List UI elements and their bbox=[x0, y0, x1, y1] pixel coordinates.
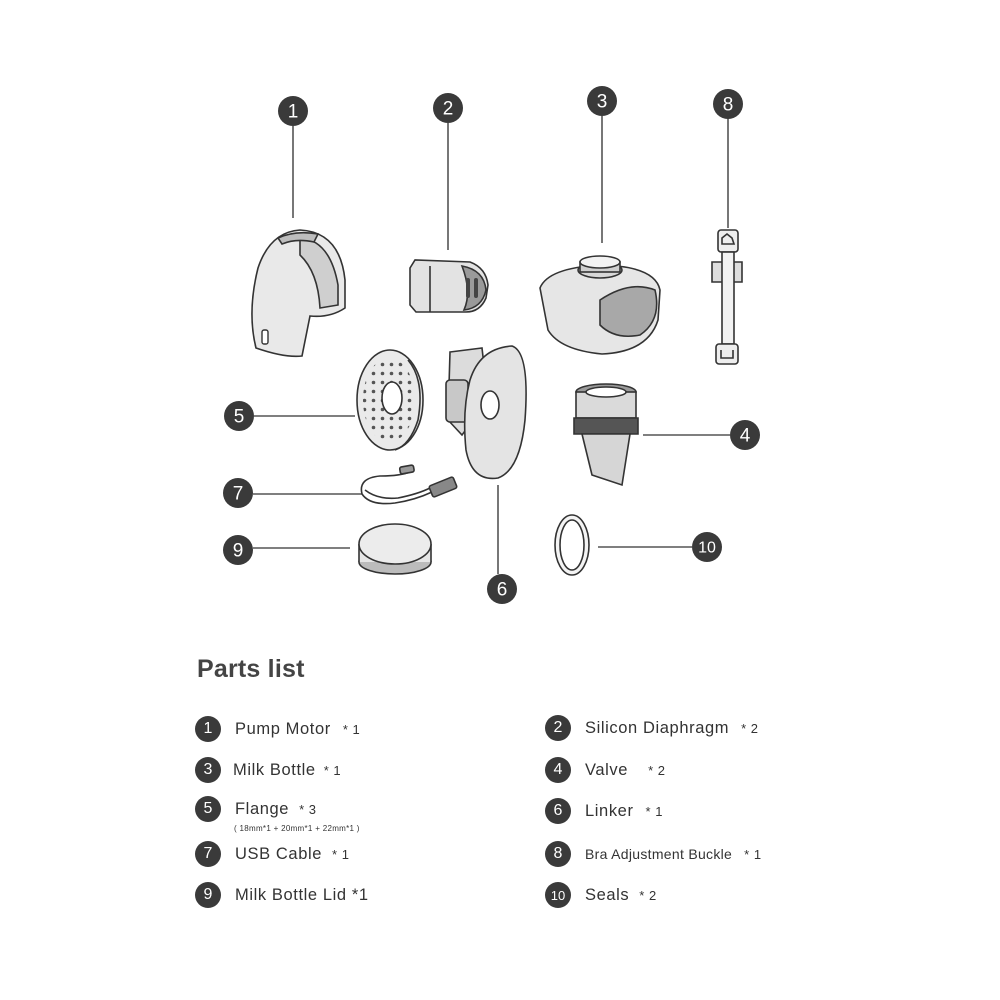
item-name: Pump Motor bbox=[235, 719, 331, 738]
svg-text:2: 2 bbox=[442, 98, 454, 120]
parts-list-item bbox=[195, 716, 360, 742]
item-name: Flange bbox=[235, 799, 290, 818]
seals-illustration bbox=[555, 515, 589, 575]
linker-illustration bbox=[446, 346, 526, 478]
parts-list-item bbox=[545, 715, 759, 741]
item-qty: * 1 bbox=[645, 803, 663, 819]
item-name: Milk Bottle bbox=[233, 760, 316, 779]
parts-list-item bbox=[545, 757, 665, 783]
item-number-badge: 10 bbox=[545, 882, 571, 908]
item-number-badge: 9 bbox=[195, 882, 221, 908]
item-number-badge: 6 bbox=[545, 798, 571, 824]
item-qty: * 1 bbox=[744, 846, 762, 862]
flange-sizes-note: ( 18mm*1 + 20mm*1 + 22mm*1 ) bbox=[234, 824, 360, 833]
parts-list-item bbox=[545, 798, 663, 824]
item-number-badge: 8 bbox=[545, 841, 571, 867]
item-name: Seals bbox=[585, 885, 630, 904]
parts-list-item bbox=[195, 841, 349, 867]
item-qty: * 2 bbox=[741, 720, 759, 736]
item-name: Valve bbox=[585, 760, 629, 779]
valve-illustration bbox=[574, 384, 638, 485]
milk-bottle-lid-illustration bbox=[359, 524, 431, 574]
flange-illustration bbox=[357, 350, 423, 450]
parts-list-title: Parts list bbox=[197, 655, 305, 683]
item-number-badge: 1 bbox=[195, 716, 221, 742]
item-name: Milk Bottle Lid *1 bbox=[235, 885, 369, 904]
item-number-badge: 2 bbox=[545, 715, 571, 741]
svg-text:8: 8 bbox=[722, 94, 734, 116]
item-number-badge: 7 bbox=[195, 841, 221, 867]
parts-list-item bbox=[545, 841, 762, 867]
svg-text:9: 9 bbox=[232, 540, 244, 562]
svg-text:7: 7 bbox=[232, 483, 244, 505]
parts-list-item bbox=[195, 882, 381, 908]
diagram-label-2 bbox=[433, 93, 463, 123]
item-number-badge: 4 bbox=[545, 757, 571, 783]
silicon-diaphragm-illustration bbox=[410, 260, 488, 312]
diagram-label-8 bbox=[713, 89, 743, 119]
item-qty: * 1 bbox=[323, 762, 342, 778]
svg-text:3: 3 bbox=[596, 91, 608, 113]
pump-motor-illustration bbox=[252, 230, 345, 356]
svg-text:5: 5 bbox=[233, 406, 245, 428]
item-qty: * 2 bbox=[648, 762, 666, 778]
usb-cable-illustration bbox=[361, 465, 457, 504]
item-name: USB Cable bbox=[235, 844, 323, 863]
svg-text:1: 1 bbox=[287, 101, 299, 123]
diagram-label-3 bbox=[587, 86, 617, 116]
diagram-label-4 bbox=[730, 420, 760, 450]
diagram-label-6 bbox=[487, 574, 517, 604]
item-name: Bra Adjustment Buckle bbox=[585, 846, 733, 862]
diagram-label-7 bbox=[223, 478, 253, 508]
item-qty: * 1 bbox=[332, 846, 350, 862]
parts-list-item bbox=[195, 757, 341, 783]
bra-buckle-illustration bbox=[712, 230, 742, 364]
diagram-label-5 bbox=[224, 401, 254, 431]
diagram-label-10 bbox=[692, 532, 722, 562]
parts-list-item bbox=[545, 882, 657, 908]
item-number-badge: 5 bbox=[195, 796, 221, 822]
item-qty: * 1 bbox=[342, 721, 361, 737]
item-qty: * 3 bbox=[299, 801, 317, 817]
item-number-badge: 3 bbox=[195, 757, 221, 783]
milk-bottle-illustration bbox=[540, 256, 660, 354]
diagram-label-1 bbox=[278, 96, 308, 126]
item-name: Silicon Diaphragm bbox=[585, 718, 730, 737]
svg-text:4: 4 bbox=[739, 425, 751, 447]
diagram-label-9 bbox=[223, 535, 253, 565]
parts-list-item bbox=[195, 796, 316, 822]
item-qty: * 2 bbox=[639, 887, 657, 903]
item-name: Linker bbox=[585, 801, 634, 820]
svg-text:6: 6 bbox=[496, 579, 508, 601]
svg-text:10: 10 bbox=[698, 539, 716, 557]
